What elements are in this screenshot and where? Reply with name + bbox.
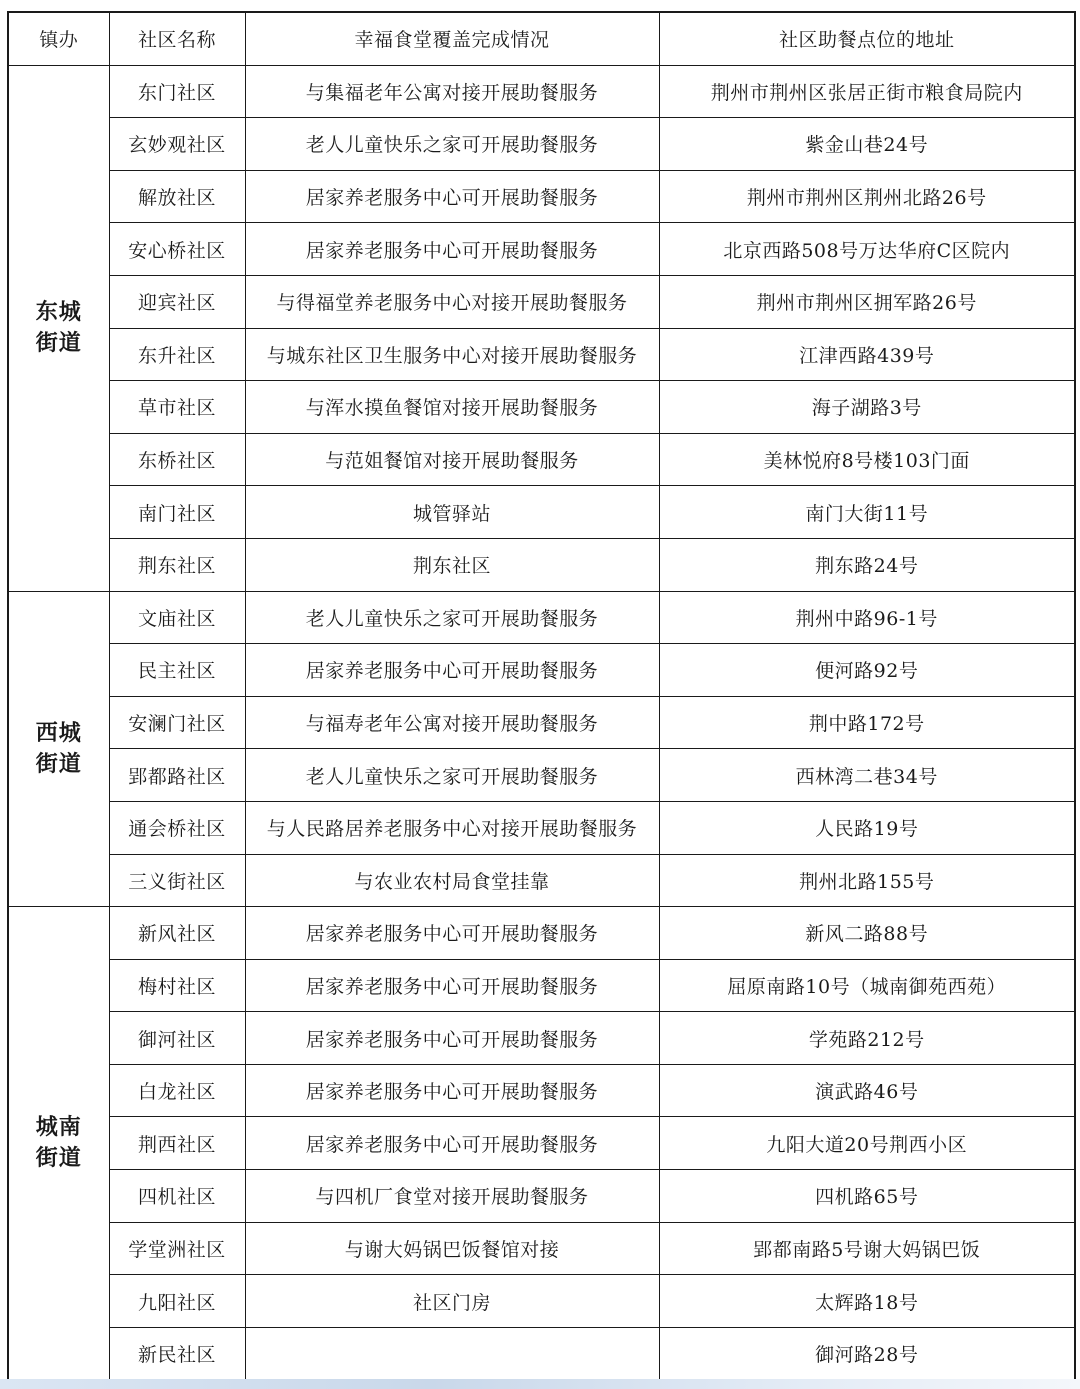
community-name-cell: 民主社区 (109, 644, 245, 697)
table-row (8, 328, 1075, 381)
address-cell: 紫金山巷24号 (659, 118, 1075, 171)
table-row (8, 749, 1075, 802)
table-row (8, 644, 1075, 697)
address-cell: 四机路65号 (659, 1170, 1075, 1223)
coverage-status-cell: 与农业农村局食堂挂靠 (245, 854, 659, 907)
coverage-status-cell: 老人儿童快乐之家可开展助餐服务 (245, 118, 659, 171)
table-row (8, 275, 1075, 328)
coverage-status-cell: 与人民路居养老服务中心对接开展助餐服务 (245, 801, 659, 854)
table-row (8, 538, 1075, 591)
table-row (8, 65, 1075, 118)
address-cell: 荆州市荆州区荆州北路26号 (659, 170, 1075, 223)
table-row (8, 223, 1075, 276)
coverage-status-cell: 荆东社区 (245, 538, 659, 591)
community-name-cell: 南门社区 (109, 486, 245, 539)
header-address: 社区助餐点位的地址 (659, 12, 1075, 65)
coverage-status-cell: 老人儿童快乐之家可开展助餐服务 (245, 591, 659, 644)
table-row (8, 1222, 1075, 1275)
address-cell: 海子湖路3号 (659, 381, 1075, 434)
table-row (8, 801, 1075, 854)
address-cell: 便河路92号 (659, 644, 1075, 697)
community-name-cell: 解放社区 (109, 170, 245, 223)
coverage-status-cell: 城管驿站 (245, 486, 659, 539)
table-row (8, 1170, 1075, 1223)
address-cell: 荆州中路96-1号 (659, 591, 1075, 644)
table-row (8, 1012, 1075, 1065)
coverage-status-cell: 居家养老服务中心可开展助餐服务 (245, 1012, 659, 1065)
bottom-decorative-band (0, 1379, 1080, 1389)
town-cell (8, 65, 109, 591)
community-name-cell: 三义街社区 (109, 854, 245, 907)
header-status: 幸福食堂覆盖完成情况 (245, 12, 659, 65)
coverage-status-cell: 居家养老服务中心可开展助餐服务 (245, 1064, 659, 1117)
address-cell: 屈原南路10号（城南御苑西苑） (659, 959, 1075, 1012)
address-cell: 荆中路172号 (659, 696, 1075, 749)
address-cell: 江津西路439号 (659, 328, 1075, 381)
header-row (8, 12, 1075, 65)
community-name-cell: 草市社区 (109, 381, 245, 434)
table-row (8, 1064, 1075, 1117)
coverage-status-cell: 居家养老服务中心可开展助餐服务 (245, 170, 659, 223)
address-cell: 御河路28号 (659, 1327, 1075, 1380)
coverage-status-cell: 与四机厂食堂对接开展助餐服务 (245, 1170, 659, 1223)
coverage-status-cell: 居家养老服务中心可开展助餐服务 (245, 907, 659, 960)
address-cell: 太辉路18号 (659, 1275, 1075, 1328)
community-name-cell: 荆西社区 (109, 1117, 245, 1170)
table-row (8, 591, 1075, 644)
coverage-status-cell: 与得福堂养老服务中心对接开展助餐服务 (245, 275, 659, 328)
header-community: 社区名称 (109, 12, 245, 65)
community-name-cell: 梅村社区 (109, 959, 245, 1012)
community-name-cell: 新民社区 (109, 1327, 245, 1380)
table-row (8, 381, 1075, 434)
community-name-cell: 东桥社区 (109, 433, 245, 486)
community-name-cell: 御河社区 (109, 1012, 245, 1065)
coverage-status-cell: 与福寿老年公寓对接开展助餐服务 (245, 696, 659, 749)
address-cell: 荆州北路155号 (659, 854, 1075, 907)
address-cell: 西林湾二巷34号 (659, 749, 1075, 802)
address-cell: 北京西路508号万达华府C区院内 (659, 223, 1075, 276)
table-body (8, 65, 1075, 1380)
table-row (8, 433, 1075, 486)
community-name-cell: 白龙社区 (109, 1064, 245, 1117)
coverage-status-cell: 与范姐餐馆对接开展助餐服务 (245, 433, 659, 486)
community-name-cell: 东升社区 (109, 328, 245, 381)
address-cell: 新风二路88号 (659, 907, 1075, 960)
community-name-cell: 四机社区 (109, 1170, 245, 1223)
community-name-cell: 九阳社区 (109, 1275, 245, 1328)
table-row (8, 696, 1075, 749)
coverage-status-cell: 与谢大妈锅巴饭餐馆对接 (245, 1222, 659, 1275)
coverage-status-cell: 老人儿童快乐之家可开展助餐服务 (245, 749, 659, 802)
table-row (8, 1275, 1075, 1328)
coverage-status-cell: 居家养老服务中心可开展助餐服务 (245, 1117, 659, 1170)
address-cell: 美林悦府8号楼103门面 (659, 433, 1075, 486)
coverage-status-cell: 居家养老服务中心可开展助餐服务 (245, 959, 659, 1012)
coverage-status-cell: 与集福老年公寓对接开展助餐服务 (245, 65, 659, 118)
coverage-status-cell: 居家养老服务中心可开展助餐服务 (245, 223, 659, 276)
community-name-cell: 安心桥社区 (109, 223, 245, 276)
address-cell: 荆州市荆州区拥军路26号 (659, 275, 1075, 328)
header-town: 镇办 (8, 12, 109, 65)
town-cell (8, 907, 109, 1381)
town-label: 西城街道 (35, 720, 82, 777)
community-name-cell: 学堂洲社区 (109, 1222, 245, 1275)
table-row (8, 959, 1075, 1012)
address-cell: 人民路19号 (659, 801, 1075, 854)
address-cell: 荆东路24号 (659, 538, 1075, 591)
community-name-cell: 迎宾社区 (109, 275, 245, 328)
dining-points-table (7, 11, 1076, 1381)
town-label: 东城街道 (35, 300, 82, 357)
table-row (8, 118, 1075, 171)
table-row (8, 486, 1075, 539)
community-name-cell: 玄妙观社区 (109, 118, 245, 171)
coverage-status-cell: 社区门房 (245, 1275, 659, 1328)
address-cell: 南门大街11号 (659, 486, 1075, 539)
table-row (8, 170, 1075, 223)
address-cell: 演武路46号 (659, 1064, 1075, 1117)
table-row (8, 1117, 1075, 1170)
dining-points-table-container (7, 11, 1074, 1381)
community-name-cell: 通会桥社区 (109, 801, 245, 854)
town-label: 城南街道 (35, 1115, 82, 1172)
community-name-cell: 新风社区 (109, 907, 245, 960)
community-name-cell: 东门社区 (109, 65, 245, 118)
address-cell: 九阳大道20号荆西小区 (659, 1117, 1075, 1170)
table-row (8, 1327, 1075, 1380)
community-name-cell: 郢都路社区 (109, 749, 245, 802)
community-name-cell: 安澜门社区 (109, 696, 245, 749)
address-cell: 郢都南路5号谢大妈锅巴饭 (659, 1222, 1075, 1275)
coverage-status-cell: 与城东社区卫生服务中心对接开展助餐服务 (245, 328, 659, 381)
town-cell (8, 591, 109, 907)
community-name-cell: 荆东社区 (109, 538, 245, 591)
coverage-status-cell: 居家养老服务中心可开展助餐服务 (245, 644, 659, 697)
address-cell: 荆州市荆州区张居正街市粮食局院内 (659, 65, 1075, 118)
community-name-cell: 文庙社区 (109, 591, 245, 644)
address-cell: 学苑路212号 (659, 1012, 1075, 1065)
table-row (8, 907, 1075, 960)
table-row (8, 854, 1075, 907)
coverage-status-cell: 与浑水摸鱼餐馆对接开展助餐服务 (245, 381, 659, 434)
coverage-status-cell (245, 1327, 659, 1380)
